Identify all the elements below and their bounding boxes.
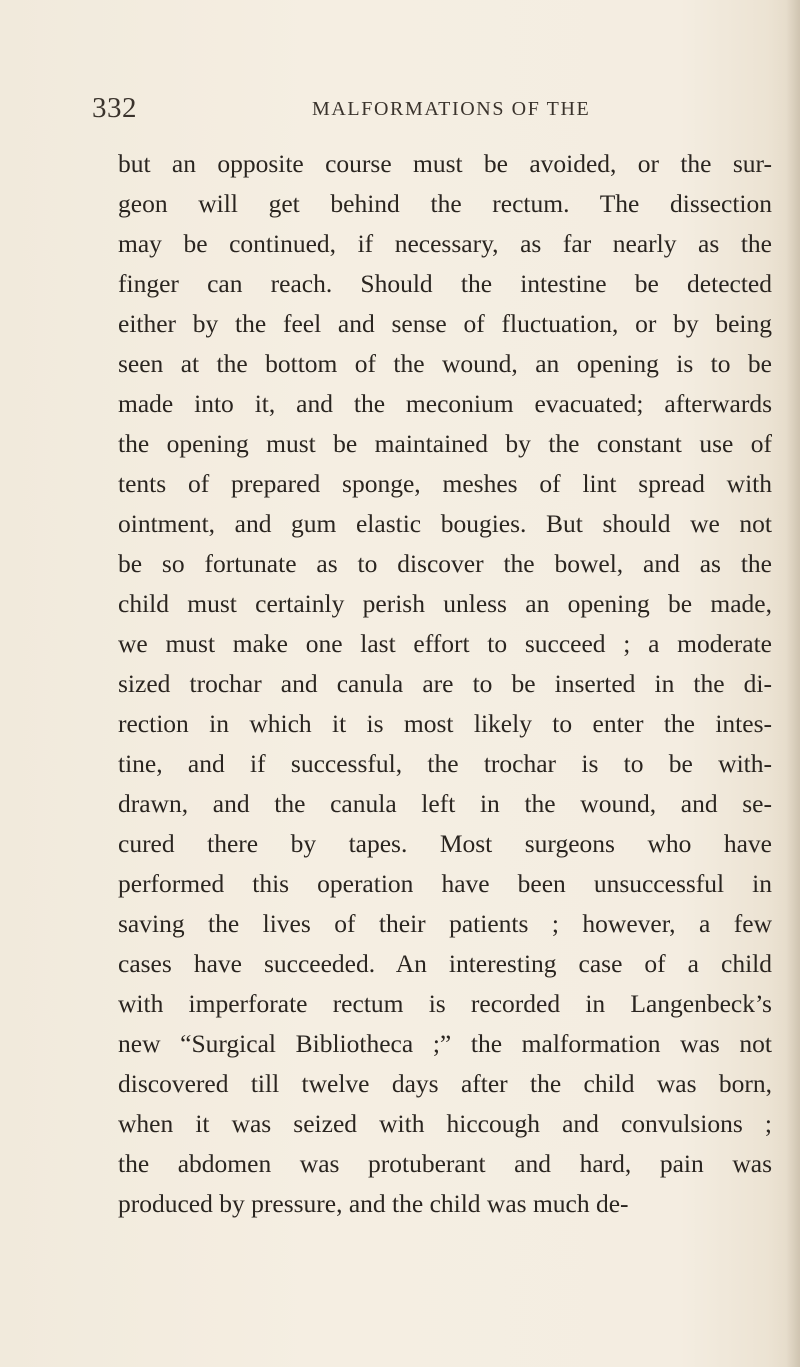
page-edge-shadow (786, 0, 800, 1367)
text-line: new “Surgical Bibliotheca ;” the malformation was not (118, 1029, 772, 1058)
text-line: finger can reach. Should the intestine be detected (118, 269, 772, 298)
text-line: child must certainly perish unless an opening be made, (118, 589, 772, 618)
text-line: sized trochar and canula are to be inserted in the di- (118, 669, 772, 698)
text-line: the abdomen was protuberant and hard, pain was (118, 1149, 772, 1178)
text-line: performed this operation have been unsuccessful in (118, 869, 772, 898)
page-header (0, 92, 800, 132)
text-line: geon will get behind the rectum. The dissection (118, 189, 772, 218)
text-line: produced by pressure, and the child was much de- (118, 1189, 629, 1218)
text-line: the opening must be maintained by the constant use of (118, 429, 772, 458)
text-line: but an opposite course must be avoided, or the sur- (118, 149, 772, 178)
text-line: when it was seized with hiccough and convulsions ; (118, 1109, 772, 1138)
text-line: made into it, and the meconium evacuated; afterwards (118, 389, 772, 418)
text-line: we must make one last effort to succeed ; a moderate (118, 629, 772, 658)
text-line: ointment, and gum elastic bougies. But should we not (118, 509, 772, 538)
text-line: with imperforate rectum is recorded in Langenbeck’s (118, 989, 772, 1018)
text-line: either by the feel and sense of fluctuation, or by being (118, 309, 772, 338)
text-line: cured there by tapes. Most surgeons who have (118, 829, 772, 858)
text-line: tine, and if successful, the trochar is to be with- (118, 749, 772, 778)
text-line: discovered till twelve days after the child was born, (118, 1069, 772, 1098)
body-text (118, 144, 772, 1224)
text-line: rection in which it is most likely to enter the intes- (118, 709, 772, 738)
text-line: drawn, and the canula left in the wound, and se- (118, 789, 772, 818)
text-line: saving the lives of their patients ; however, a few (118, 909, 772, 938)
running-head: MALFORMATIONS OF THE (312, 98, 591, 120)
text-line: be so fortunate as to discover the bowel, and as the (118, 549, 772, 578)
page-number: 332 (92, 92, 137, 124)
text-line: seen at the bottom of the wound, an opening is to be (118, 349, 772, 378)
text-line: tents of prepared sponge, meshes of lint spread with (118, 469, 772, 498)
text-line: cases have succeeded. An interesting case of a child (118, 949, 772, 978)
text-line: may be continued, if necessary, as far nearly as the (118, 229, 772, 258)
